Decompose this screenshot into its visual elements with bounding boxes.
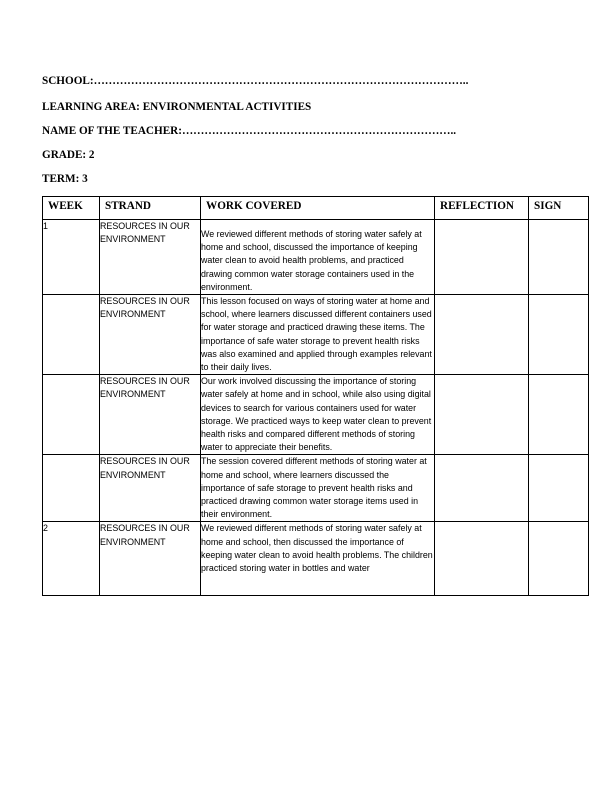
strand-cell: RESOURCES IN OUR ENVIRONMENT xyxy=(100,220,201,295)
reflection-cell[interactable] xyxy=(435,375,529,455)
grade-label: GRADE: 2 xyxy=(42,149,95,161)
strand-cell: RESOURCES IN OUR ENVIRONMENT xyxy=(100,522,201,596)
week-cell xyxy=(43,375,100,455)
work-record-table xyxy=(42,196,589,596)
teacher-name-field: NAME OF THE TEACHER:……………………………………………………………….. xyxy=(42,125,457,137)
school-field: SCHOOL:……………………………………………………………………………………….. xyxy=(42,75,469,87)
column-header-sign: SIGN xyxy=(529,197,589,220)
table-row xyxy=(43,220,589,295)
table-row xyxy=(43,522,589,596)
work-covered-cell: We reviewed different methods of storing water safely at home and school, then discussed the importance of keeping water clean to avoid health problems. The children practiced storing water in bottles and water xyxy=(201,522,435,596)
column-header-work-covered: WORK COVERED xyxy=(201,197,435,220)
reflection-cell[interactable] xyxy=(435,220,529,295)
sign-cell[interactable] xyxy=(529,295,589,375)
sign-cell[interactable] xyxy=(529,522,589,596)
learning-area-heading: LEARNING AREA: ENVIRONMENTAL ACTIVITIES xyxy=(42,101,312,113)
table-row xyxy=(43,455,589,522)
sign-cell[interactable] xyxy=(529,220,589,295)
strand-cell: RESOURCES IN OUR ENVIRONMENT xyxy=(100,295,201,375)
reflection-cell[interactable] xyxy=(435,455,529,522)
week-cell: 1 xyxy=(43,220,100,295)
strand-cell: RESOURCES IN OUR ENVIRONMENT xyxy=(100,455,201,522)
column-header-strand: STRAND xyxy=(100,197,201,220)
week-cell xyxy=(43,295,100,375)
week-cell xyxy=(43,455,100,522)
reflection-cell[interactable] xyxy=(435,295,529,375)
work-covered-cell: This lesson focused on ways of storing water at home and school, where learners discussed different containers used for water storage and practiced drawing these items. The importance of safe water storage to prevent health risks was also examined and applied through examples relevant to their daily lives. xyxy=(201,295,435,375)
work-covered-cell: We reviewed different methods of storing water safely at home and school, discussed the importance of keeping water clean to avoid health problems, and practiced drawing common water storage containers used in the environment. xyxy=(201,220,435,295)
reflection-cell[interactable] xyxy=(435,522,529,596)
term-label: TERM: 3 xyxy=(42,173,88,185)
sign-cell[interactable] xyxy=(529,375,589,455)
sign-cell[interactable] xyxy=(529,455,589,522)
work-covered-cell: The session covered different methods of storing water at home and school, where learners discussed the importance of safe storage to prevent health risks and practiced drawing common water storage items used in their environment. xyxy=(201,455,435,522)
table-header-row xyxy=(43,197,589,220)
table-row xyxy=(43,375,589,455)
week-cell: 2 xyxy=(43,522,100,596)
work-covered-cell: Our work involved discussing the importance of storing water safely at home and in school, while also using digital devices to search for various containers used for water storage. We practiced ways to keep water clean to prevent health risks and compared different methods of storing water to appreciate their benefits. xyxy=(201,375,435,455)
strand-cell: RESOURCES IN OUR ENVIRONMENT xyxy=(100,375,201,455)
table-row xyxy=(43,295,589,375)
column-header-week: WEEK xyxy=(43,197,100,220)
column-header-reflection: REFLECTION xyxy=(435,197,529,220)
